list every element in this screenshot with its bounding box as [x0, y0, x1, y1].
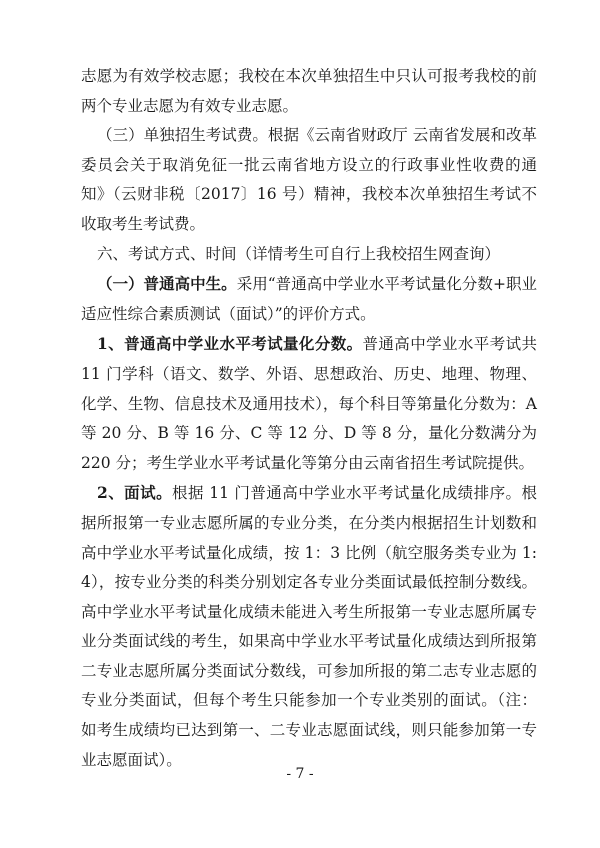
- paragraph-volunteer-validity: [81, 62, 537, 121]
- body-text: [81, 62, 537, 775]
- paragraph-exam-fee: [81, 121, 537, 239]
- paragraph-text: 志愿为有效学校志愿；我校在本次单独招生中只认可报考我校的前两个专业志愿为有效专业志愿。: [81, 67, 537, 115]
- paragraph-text: （三）单独招生考试费。根据《云南省财政厅 云南省发展和改革委员会关于取消免征一批云南省地方设立的行政事业性收费的通知》（云财非税〔2017〕16 号）精神，我校本次单独招生考试不收取考生考试费。: [81, 126, 537, 233]
- paragraph-text: 普通高中学业水平考试共 11 门学科（语文、数学、外语、思想政治、历史、地理、物理、化学、生物、信息技术及通用技术），每个科目等第量化分数为：A 等 20 分、B 等 16 分、C 等 12 分、D 等 8 分，量化分数满分为 220 分；考生学业水平考试量化等第分由云南省招生考试院提供。: [81, 335, 537, 472]
- section-heading-exam-method: [81, 240, 537, 270]
- heading-text: 六、考试方式、时间（详情考生可自行上我校招生网查询）: [97, 244, 501, 263]
- paragraph-lead: 2、面试。: [97, 483, 173, 503]
- paragraph-academic-score: [81, 329, 537, 478]
- page-number: - 7 -: [286, 766, 314, 782]
- paragraph-lead: 1、普通高中学业水平考试量化分数。: [97, 334, 363, 354]
- paragraph-general-high-school: [81, 269, 537, 329]
- paragraph-text: 根据 11 门普通高中学业水平考试量化成绩排序。根据所报第一专业志愿所属的专业分类，在分类内根据招生计划数和高中学业水平考试量化成绩，按 1：3 比例（航空服务类专业为 1:4），按专业分类的科类分别划定各专业分类面试最低控制分数线。高中学业水平考试量化成绩未能进入考生所报第一专业志愿所属专业分类面试线的考生，如果高中学业水平考试量化成绩达到所报第二专业志愿所属分类面试分数线，可参加所报的第二志专业志愿的专业分类面试，但每个考生只能参加一个专业类别的面试。（注：如考生成绩均已达到第一、二专业志愿面试线，则只能参加第一专业志愿面试）。: [81, 484, 537, 769]
- paragraph-text: 采用“普通高中学业水平考试量化分数+职业适应性综合素质测试（面试）”的评价方式。: [81, 275, 537, 323]
- paragraph-interview: [81, 478, 537, 775]
- paragraph-lead: （一）普通高中生。: [97, 274, 237, 294]
